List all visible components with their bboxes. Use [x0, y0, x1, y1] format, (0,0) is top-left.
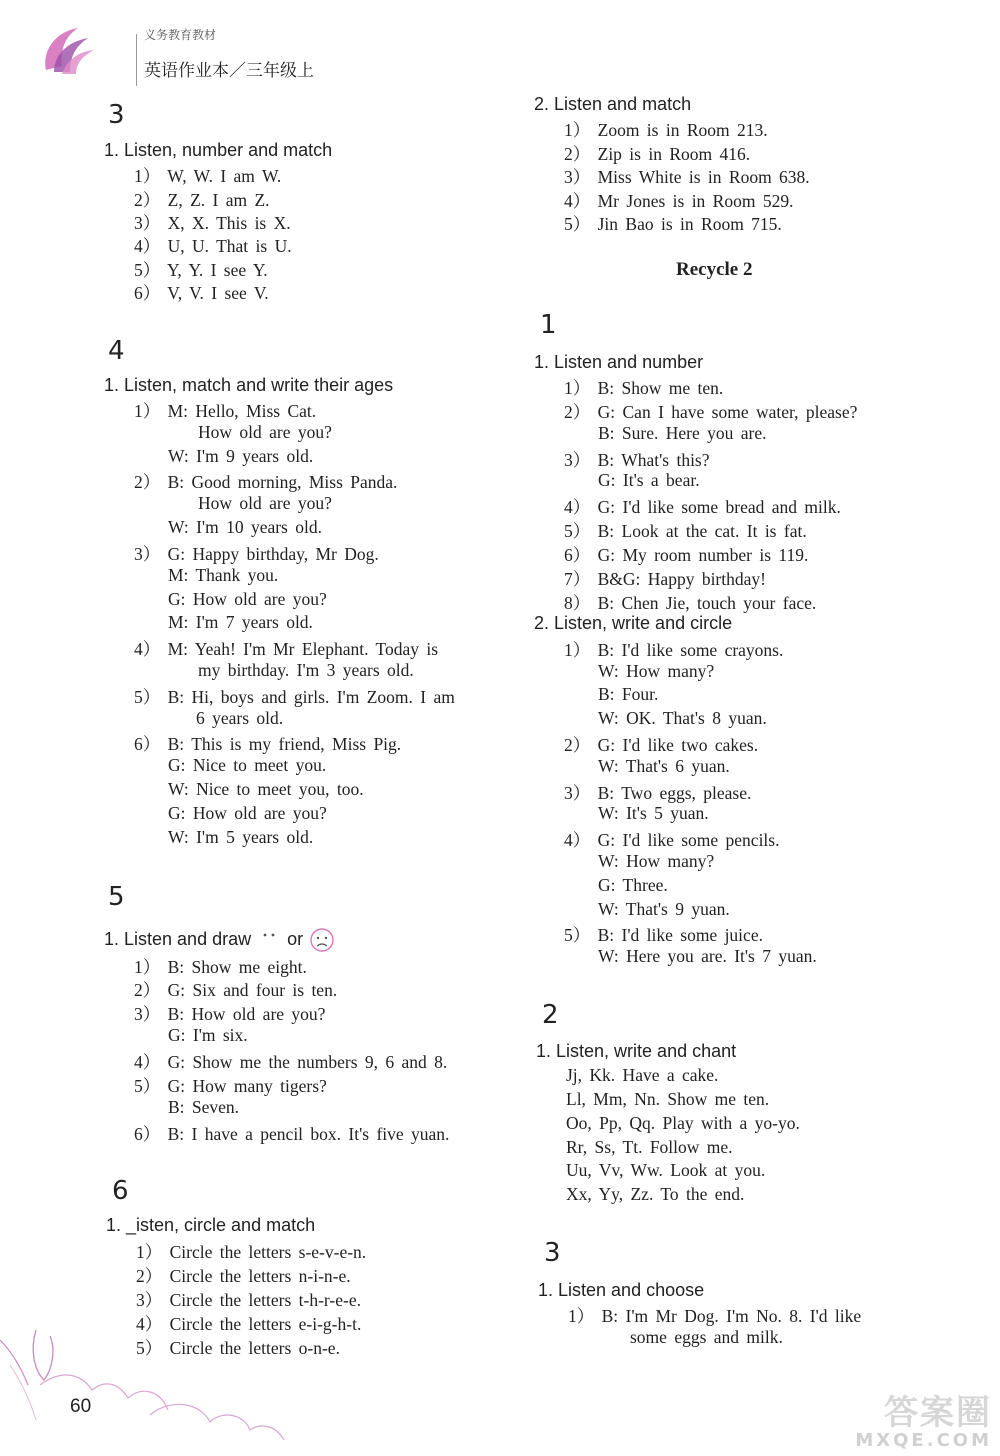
text-line: 1） M: Hello, Miss Cat.	[134, 401, 317, 421]
header-divider	[136, 34, 137, 86]
text-line: 1） W, W. I am W.	[134, 166, 282, 186]
text-line: Xx, Yy, Zz. To the end.	[566, 1184, 745, 1204]
text-line: Jj, Kk. Have a cake.	[566, 1065, 719, 1085]
sad-face-icon	[308, 927, 336, 953]
text-line: 5） B: Look at the cat. It is fat.	[564, 521, 807, 541]
text-line: B: Four.	[598, 684, 659, 704]
text-line: my birthday. I'm 3 years old.	[198, 660, 414, 680]
text-line: 4） G: I'd like some bread and milk.	[564, 497, 841, 517]
text-line: 1） Circle the letters s-e-v-e-n.	[136, 1242, 367, 1262]
text-line: W: How many?	[598, 851, 715, 871]
text-line: some eggs and milk.	[630, 1327, 783, 1347]
section-number: 4	[108, 336, 125, 366]
exercise-heading: 2. Listen, write and circle	[534, 613, 733, 633]
text-line: 1） B: I'm Mr Dog. I'm No. 8. I'd like	[568, 1306, 862, 1326]
text-line: G: How old are you?	[168, 589, 327, 609]
exercise-heading: 1. Listen and choose	[538, 1280, 705, 1300]
text-line: 2） Circle the letters n-i-n-e.	[136, 1266, 351, 1286]
exercise-heading: 1. Listen, write and chant	[536, 1041, 737, 1061]
section-number: 2	[542, 1000, 559, 1030]
text-line: B: Seven.	[168, 1097, 240, 1117]
heading-text: 1. Listen and draw	[104, 928, 252, 949]
header-subtitle: 义务教育教材	[144, 28, 217, 42]
page-number: 60	[70, 1396, 92, 1417]
text-line: 2） G: Can I have some water, please?	[564, 402, 858, 422]
text-line: 1） Zoom is in Room 213.	[564, 120, 768, 140]
section-number: 3	[544, 1238, 561, 1268]
text-line: G: Three.	[598, 875, 668, 895]
text-line: G: How old are you?	[168, 803, 327, 823]
exercise-heading	[104, 927, 336, 953]
section-number: 1	[540, 310, 557, 340]
text-line: M: I'm 7 years old.	[168, 612, 313, 632]
watermark-bottom: MXQE.COM	[855, 1430, 992, 1451]
text-line: 5） Y, Y. I see Y.	[134, 260, 268, 280]
text-line: 5） Circle the letters o-n-e.	[136, 1338, 340, 1358]
exercise-heading: 1. Listen and number	[534, 352, 704, 372]
text-line: M: Thank you.	[168, 565, 279, 585]
text-line: 2） B: Good morning, Miss Panda.	[134, 472, 398, 492]
text-line: How old are you?	[198, 493, 332, 513]
text-line: 1） B: I'd like some crayons.	[564, 640, 784, 660]
text-line: 3） Miss White is in Room 638.	[564, 167, 810, 187]
text-line: 6） B: I have a pencil box. It's five yuan.	[134, 1124, 450, 1144]
text-line: B: Sure. Here you are.	[598, 423, 767, 443]
decorative-swirl-icon	[0, 1310, 300, 1456]
text-line: W: Nice to meet you, too.	[168, 779, 364, 799]
text-line: W: I'm 5 years old.	[168, 827, 314, 847]
text-line: W: Here you are. It's 7 yuan.	[598, 946, 817, 966]
section-number: 6	[112, 1176, 129, 1206]
text-line: 4） M: Yeah! I'm Mr Elephant. Today is	[134, 639, 439, 659]
text-line: W: How many?	[598, 661, 715, 681]
text-line: Rr, Ss, Tt. Follow me.	[566, 1137, 733, 1157]
text-line: 1） B: Show me eight.	[134, 957, 307, 977]
header-title: 英语作业本／三年级上	[144, 61, 314, 81]
text-line: 2） G: Six and four is ten.	[134, 980, 338, 1000]
text-line: How old are you?	[198, 422, 332, 442]
text-line: G: I'm six.	[168, 1025, 248, 1045]
text-line: Uu, Vv, Ww. Look at you.	[566, 1160, 766, 1180]
text-line: 4） Circle the letters e-i-g-h-t.	[136, 1314, 362, 1334]
watermark-top: 答案圈	[884, 1393, 992, 1433]
text-line: 3） G: Happy birthday, Mr Dog.	[134, 544, 379, 564]
text-line: 6 years old.	[196, 708, 284, 728]
text-line: 4） G: Show me the numbers 9, 6 and 8.	[134, 1052, 448, 1072]
text-line: 4） Mr Jones is in Room 529.	[564, 191, 794, 211]
exercise-heading: 1. Listen, number and match	[104, 140, 333, 160]
text-line: 4） G: I'd like some pencils.	[564, 830, 780, 850]
text-line: 5） Jin Bao is in Room 715.	[564, 214, 782, 234]
publisher-logo-icon	[40, 22, 96, 80]
recycle-title: Recycle 2	[676, 259, 753, 280]
text-line: 3） X, X. This is X.	[134, 213, 291, 233]
exercise-heading: 1. _isten, circle and match	[106, 1215, 316, 1235]
section-number: 3	[108, 100, 125, 130]
section-number: 5	[108, 882, 125, 912]
text-line: 4） U, U. That is U.	[134, 236, 292, 256]
text-line: 7） B&G: Happy birthday!	[564, 569, 766, 589]
text-line: G: It's a bear.	[598, 470, 700, 490]
text-line: Ll, Mm, Nn. Show me ten.	[566, 1089, 770, 1109]
text-line: 3） B: What's this?	[564, 450, 710, 470]
page-header	[40, 12, 360, 82]
watermark	[822, 1385, 992, 1451]
text-line: 2） Zip is in Room 416.	[564, 144, 751, 164]
text-line: W: It's 5 yuan.	[598, 803, 709, 823]
exercise-heading: 2. Listen and match	[534, 94, 692, 114]
text-line: W: I'm 9 years old.	[168, 446, 314, 466]
text-line: 6） V, V. I see V.	[134, 283, 269, 303]
text-line: G: Nice to meet you.	[168, 755, 327, 775]
text-line: 5） G: How many tigers?	[134, 1076, 327, 1096]
text-line: 2） Z, Z. I am Z.	[134, 190, 270, 210]
text-line: W: I'm 10 years old.	[168, 517, 322, 537]
text-line: 5） B: I'd like some juice.	[564, 925, 763, 945]
text-line: 3） B: Two eggs, please.	[564, 783, 752, 803]
text-line: Oo, Pp, Qq. Play with a yo-yo.	[566, 1113, 800, 1133]
heading-or: or	[287, 928, 304, 949]
text-line: 6） G: My room number is 119.	[564, 545, 809, 565]
text-line: 1） B: Show me ten.	[564, 378, 724, 398]
text-line: 5） B: Hi, boys and girls. I'm Zoom. I am	[134, 687, 455, 707]
text-line: 3） Circle the letters t-h-r-e-e.	[136, 1290, 361, 1310]
text-line: 3） B: How old are you?	[134, 1004, 326, 1024]
smiley-face-icon	[256, 928, 282, 952]
text-line: 6） B: This is my friend, Miss Pig.	[134, 734, 402, 754]
text-line: W: OK. That's 8 yuan.	[598, 708, 767, 728]
exercise-heading: 1. Listen, match and write their ages	[104, 375, 394, 395]
text-line: 2） G: I'd like two cakes.	[564, 735, 759, 755]
text-line: 8） B: Chen Jie, touch your face.	[564, 593, 817, 613]
text-line: W: That's 9 yuan.	[598, 899, 730, 919]
text-line: W: That's 6 yuan.	[598, 756, 730, 776]
